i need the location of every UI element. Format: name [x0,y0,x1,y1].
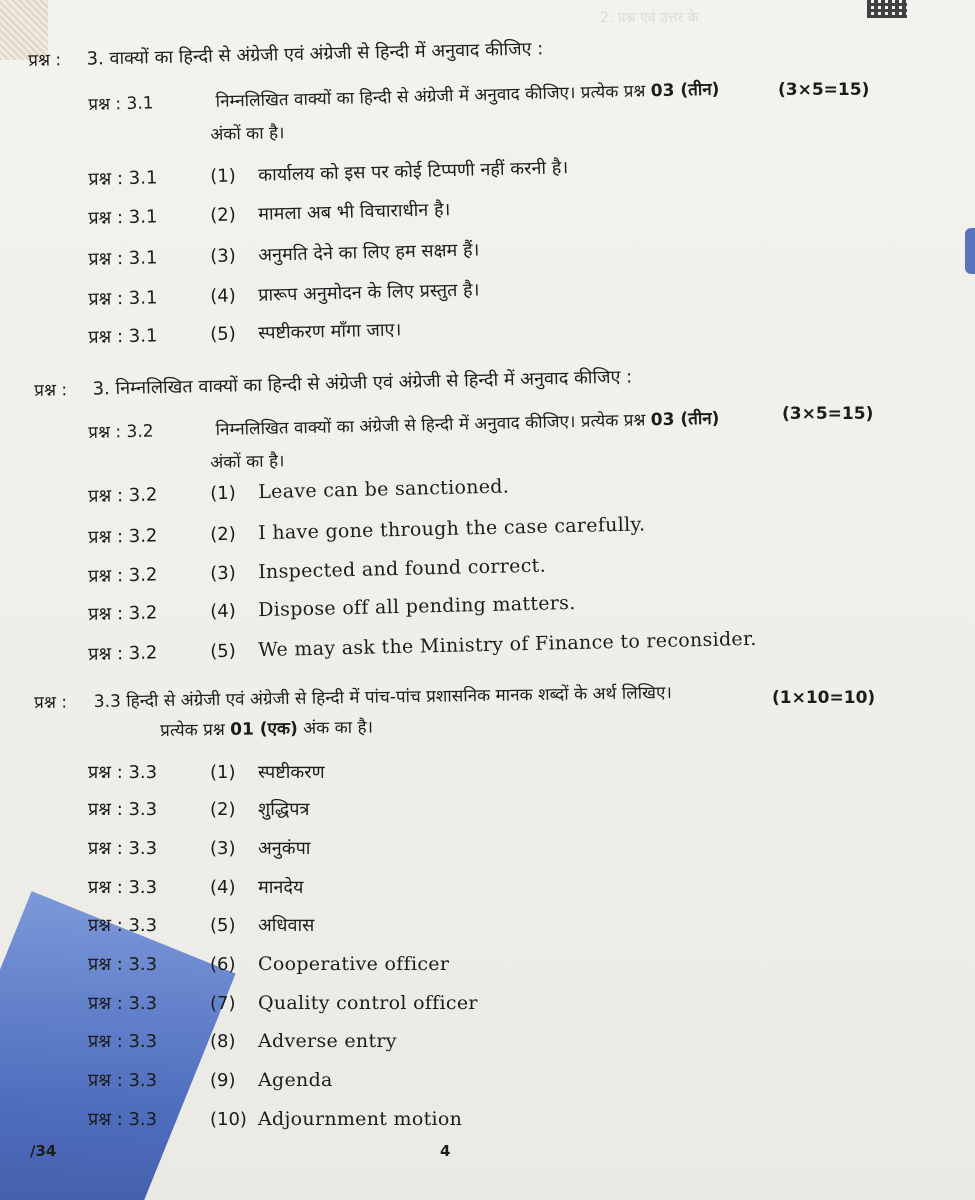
item-text: I have gone through the case carefully. [257,513,646,545]
item-number: (3) [210,245,237,268]
list-item [88,836,310,860]
item-text: स्पष्टीकरण [258,762,325,783]
item-text: शुद्धिपत्र [258,799,310,820]
marks-3-2: (3×5=15) [782,404,874,424]
item-number: (5) [210,323,237,346]
list-item [88,1029,397,1053]
item-number: (9) [210,1070,236,1091]
heading-label: प्रश्न : [28,50,62,71]
item-number: (1) [210,482,236,505]
list-item [88,591,576,626]
item-label: प्रश्न : 3.2 [88,564,158,587]
list-item [88,512,646,549]
heading-label: प्रश्न : [34,380,68,401]
item-label: प्रश्न : 3.3 [88,915,158,936]
item-label: प्रश्न : 3.3 [88,954,158,975]
item-text: Adverse entry [258,1030,397,1052]
item-number: (1) [210,165,237,188]
item-text: मानदेय [258,877,304,898]
item-number: (6) [210,954,236,975]
item-label: प्रश्न : 3.2 [88,484,158,507]
heading-text: 3.3 हिन्दी से अंग्रेजी एवं अंग्रेजी से हिन्दी में पांच-पांच प्रशासनिक मानक शब्दों के अर्थ लिखिए। [93,682,673,713]
section-heading-3-3 [34,680,672,713]
item-label: प्रश्न : 3.1 [88,167,158,190]
item-text: मामला अब भी विचाराधीन है। [257,199,451,225]
sub-bold: 03 (तीन) [650,79,720,102]
list-item [88,554,546,588]
section-heading-3-2 [34,364,632,402]
heading-text: 3. वाक्यों का हिन्दी से अंग्रेजी एवं अंग्रेजी से हिन्दी में अनुवाद कीजिए : [86,38,544,70]
list-item [88,277,480,311]
sub-label: प्रश्न : 3.1 [88,93,154,115]
item-text: Quality control officer [258,992,478,1014]
sub-bold: 03 (तीन) [650,408,720,431]
subquestion-3-1 [88,77,720,115]
item-number: (7) [210,993,236,1014]
item-text: Agenda [258,1069,333,1091]
item-text: Adjournment motion [258,1108,463,1130]
list-item [88,474,509,508]
item-label: प्रश्न : 3.2 [88,642,158,665]
item-text: अधिवास [258,915,315,936]
item-label: प्रश्न : 3.3 [88,1109,158,1130]
list-item [88,1068,333,1092]
marks-3-1: (3×5=15) [778,80,870,100]
item-number: (4) [210,285,237,308]
list-item [88,913,314,937]
item-number: (1) [210,762,236,783]
item-label: प्रश्न : 3.1 [88,325,158,348]
item-number: (10) [210,1109,247,1130]
list-item [88,952,449,976]
item-label: प्रश्न : 3.3 [88,799,158,820]
item-label: प्रश्न : 3.3 [88,1070,158,1091]
heading-text: 3. निम्नलिखित वाक्यों का हिन्दी से अंग्रेजी एवं अंग्रेजी से हिन्दी में अनुवाद कीजिए : [92,366,633,400]
sub-text-cont: अंक का है। [303,717,374,739]
subquestion-3-3 [160,715,373,741]
page-number: 4 [440,1142,451,1160]
item-number: (2) [210,204,237,227]
sub-text: प्रत्येक प्रश्न [160,719,225,741]
item-label: प्रश्न : 3.3 [88,1031,158,1052]
list-item [88,760,325,784]
bleed-through-text: 2. प्रश्न एवं उत्तर के [600,10,699,26]
item-number: (5) [210,915,236,936]
list-item [88,1107,462,1131]
item-text: स्पष्टीकरण माँगा जाए। [257,319,402,344]
list-item [88,197,451,230]
item-number: (5) [210,640,236,663]
sub-text: निम्नलिखित वाक्यों का अंग्रेजी से हिन्दी में अनुवाद कीजिए। प्रत्येक प्रश्न [215,410,646,441]
qr-code-icon [867,0,907,18]
sub-text: निम्नलिखित वाक्यों का हिन्दी से अंग्रेजी में अनुवाद कीजिए। प्रत्येक प्रश्न [215,81,646,112]
sub-bold: 01 (एक) [230,718,298,740]
list-item [88,317,402,349]
item-text: प्रारूप अनुमोदन के लिए प्रस्तुत है। [257,279,480,306]
item-text: Leave can be sanctioned. [257,475,510,504]
item-text: Inspected and found correct. [257,554,547,584]
subquestion-3-2 [88,406,720,443]
list-item [88,237,480,271]
list-item [88,797,309,821]
item-text: कार्यालय को इस पर कोई टिप्पणी नहीं करनी है। [257,157,569,186]
item-number: (8) [210,1031,236,1052]
item-label: प्रश्न : 3.3 [88,877,158,898]
heading-label: प्रश्न : [34,692,68,713]
item-text: We may ask the Ministry of Finance to reconsider. [257,627,757,662]
item-text: Cooperative officer [258,953,450,975]
item-text: अनुमति देने का लिए हम सक्षम हैं। [257,239,480,266]
item-label: प्रश्न : 3.2 [88,525,158,548]
item-number: (4) [210,877,236,898]
subquestion-3-1-cont: अंकों का है। [210,123,285,145]
item-label: प्रश्न : 3.1 [88,247,158,270]
footer-left-code: /34 [30,1142,57,1160]
subquestion-3-2-cont: अंकों का है। [210,451,285,473]
marks-3-3: (1×10=10) [772,688,876,708]
item-label: प्रश्न : 3.2 [88,602,158,625]
list-item [88,875,303,899]
sub-label: प्रश्न : 3.2 [88,421,154,443]
item-text: अनुकंपा [258,838,311,859]
section-heading-3-1 [28,36,544,72]
list-item [88,991,478,1015]
item-number: (2) [210,523,236,546]
item-number: (3) [210,562,236,585]
item-label: प्रश्न : 3.3 [88,838,158,859]
item-label: प्रश्न : 3.3 [88,993,158,1014]
item-number: (2) [210,799,236,820]
item-label: प्रश्न : 3.1 [88,287,158,310]
list-item [88,627,757,666]
item-label: प्रश्न : 3.3 [88,762,158,783]
item-label: प्रश्न : 3.1 [88,206,158,229]
page-edge-mark [965,228,975,274]
item-number: (3) [210,838,236,859]
item-text: Dispose off all pending matters. [257,591,576,622]
item-number: (4) [210,600,236,623]
list-item [88,155,568,191]
